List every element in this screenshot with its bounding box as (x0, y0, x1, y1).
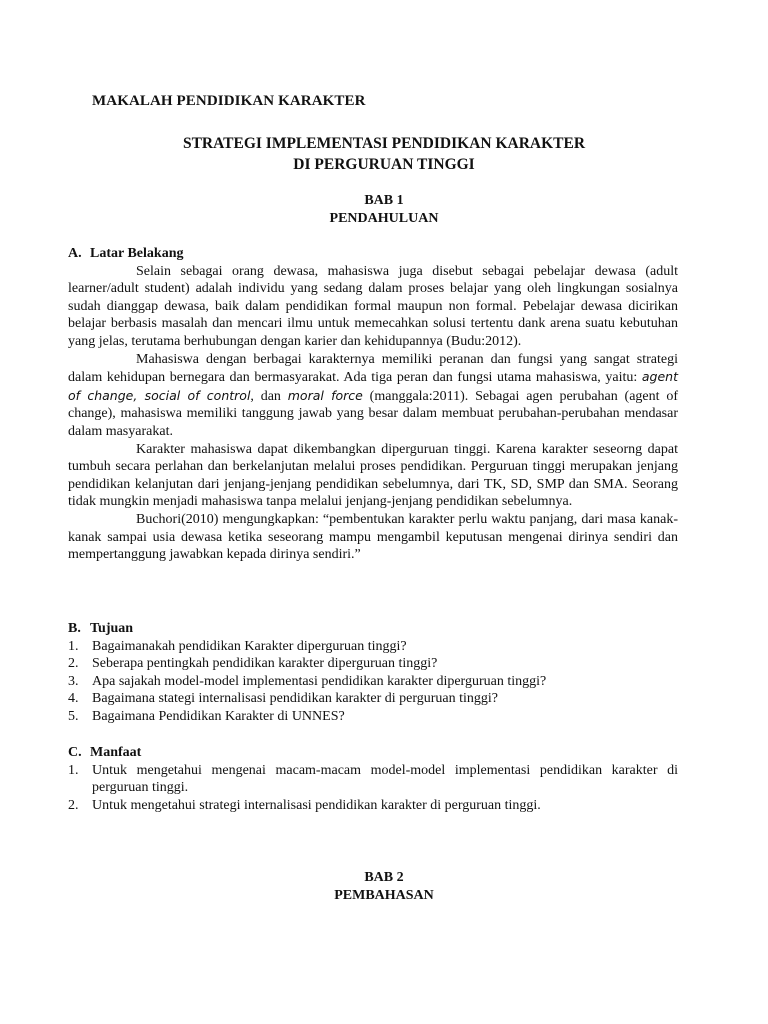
section-a-letter: A. (68, 246, 82, 261)
list-text: Bagaimana stategi internalisasi pendidikan karakter di perguruan tinggi? (92, 691, 498, 707)
list-text: Apa sajakah model-model implementasi pendidikan karakter diperguruan tinggi? (92, 673, 547, 689)
paragraph-1: Selain sebagai orang dewasa, mahasiswa juga disebut sebagai pebelajar dewasa (adult learner/adult student) adalah individu yang sedang dalam proses belajar yang oleh lingkungan sosialnya sudah dianggap dewasa, baik dalam pendidikan formal maupun non formal. Pebelajar dewasa dicirikan belajar berbasis masalah dan mencari ilmu untuk memecahkan solusi tertentu dank arena suatu kebutuhan yang jelas, terutama berhubungan dengan karier dan kehidupannya (Budu:2012). (68, 263, 678, 349)
paper-title-line-1: STRATEGI IMPLEMENTASI PENDIDIKAN KARAKTER (182, 135, 586, 152)
document-title: MAKALAH PENDIDIKAN KARAKTER (92, 93, 366, 109)
paper-title-line-2: DI PERGURUAN TINGGI (293, 156, 475, 173)
list-item (68, 762, 678, 797)
chapter-1-heading (0, 192, 768, 228)
paper-title (0, 133, 768, 175)
manfaat-list (68, 762, 678, 815)
list-text: Untuk mengetahui mengenai macam-macam model-model implementasi pendidikan karakter di perguruan tinggi. (92, 762, 678, 796)
paragraph-3: Karakter mahasiswa dapat dikembangkan diperguruan tinggi. Karena karakter seseorng dapat tumbuh secara perlahan dan berkelanjutan melalui proses pendidikan. Perguruan tinggi merupakan jenjang pendidikan kelanjutan dari jenjang-jenjang pendidikan sebelumnya, dari TK, SD, SMP dan SMA. Seorang tidak mungkin menjadi mahasiswa tanpa melalui jenjang-jenjang pendidikan sebelumnya. (68, 441, 678, 510)
paragraph-2-text-b: , dan (250, 388, 288, 404)
paragraph-4: Buchori(2010) mengungkapkan: “pembentukan karakter perlu waktu panjang, dari masa kanak-kanak sampai usia dewasa ketika seseorang mampu mengambil keputusan mengenai dirinya sendiri dan mempertanggung jawabkan kepada dirinya sendiri.” (68, 511, 678, 563)
list-number: 5. (68, 708, 79, 724)
section-b-heading (68, 620, 678, 638)
list-number: 4. (68, 691, 79, 707)
chapter-1-title: PENDAHULUAN (329, 211, 439, 226)
list-item (68, 797, 678, 815)
list-number: 2. (68, 656, 79, 672)
list-text: Untuk mengetahui strategi internalisasi pendidikan karakter di perguruan tinggi. (92, 797, 541, 813)
section-b-title: Tujuan (90, 621, 134, 636)
list-number: 2. (68, 797, 79, 813)
paragraph-2-italic-1: agent of change, social of control (68, 369, 678, 403)
paragraph-2 (68, 351, 678, 441)
section-tujuan (68, 620, 678, 726)
section-c-title: Manfaat (90, 745, 142, 760)
chapter-2-title: PEMBAHASAN (334, 888, 434, 903)
chapter-2-heading (0, 869, 768, 905)
list-item (68, 655, 678, 673)
paragraph-2-text-c: (manggala:2011). Sebagai agen perubahan (agent of change), mahasiswa memiliki tanggung jawab yang besar dalam membuat perubahan-perubahan mendasar dalam masyarakat. (68, 388, 678, 439)
list-text: Bagaimanakah pendidikan Karakter diperguruan tinggi? (92, 638, 407, 654)
list-number: 3. (68, 673, 79, 689)
list-item (68, 638, 678, 656)
chapter-2-label: BAB 2 (364, 870, 404, 885)
list-number: 1. (68, 638, 79, 654)
section-b-letter: B. (68, 621, 81, 636)
tujuan-list (68, 638, 678, 726)
paragraph-2-text-a: Mahasiswa dengan berbagai karakternya memiliki peranan dan fungsi yang sangat strategi dalam kehidupan bernegara dan bermasyarakat. Ada tiga peran dan fungsi utama mahasiswa, yaitu: (68, 351, 678, 386)
section-latar-belakang (68, 245, 678, 564)
section-c-heading (68, 744, 678, 762)
section-c-letter: C. (68, 745, 82, 760)
list-text: Seberapa pentingkah pendidikan karakter diperguruan tinggi? (92, 656, 438, 672)
paragraph-2-italic-2: moral force (287, 387, 363, 403)
list-item (68, 673, 678, 691)
list-item (68, 690, 678, 708)
list-item (68, 708, 678, 726)
section-a-heading (68, 245, 678, 263)
list-text: Bagaimana Pendidikan Karakter di UNNES? (92, 708, 345, 724)
section-manfaat (68, 744, 678, 814)
chapter-1-label: BAB 1 (364, 193, 404, 208)
list-number: 1. (68, 762, 79, 778)
section-a-title: Latar Belakang (90, 246, 184, 261)
